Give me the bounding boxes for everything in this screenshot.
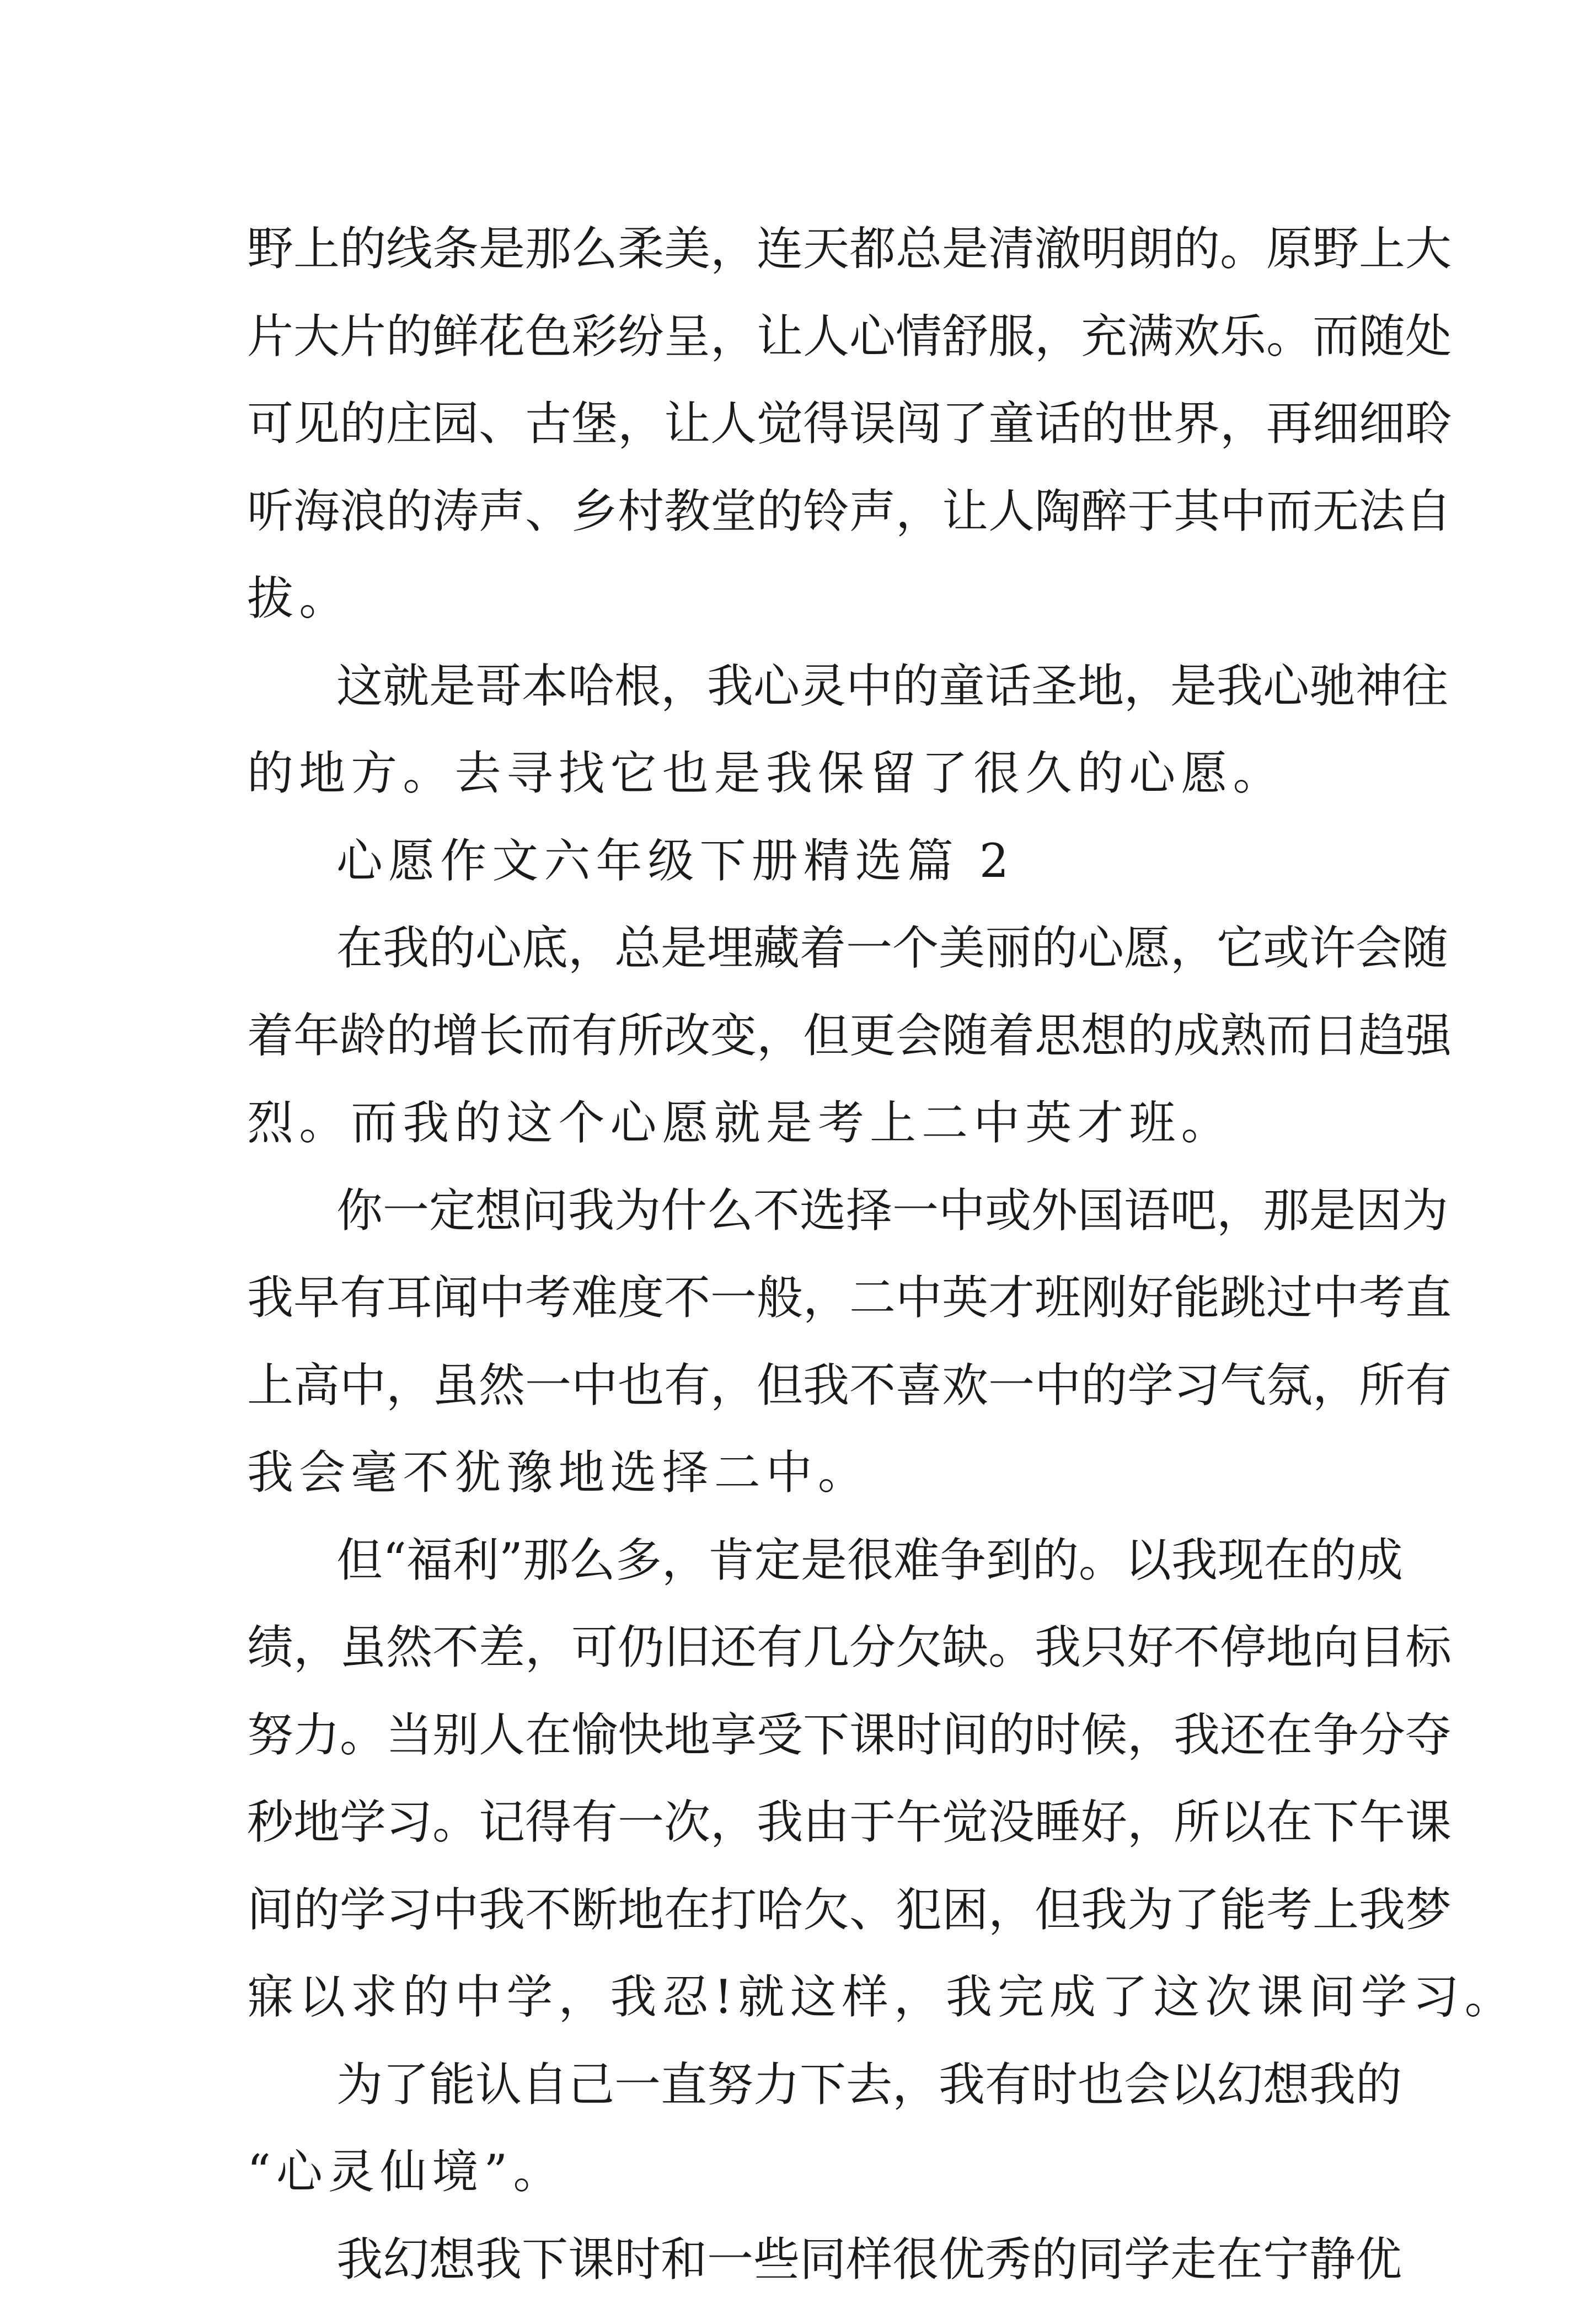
text-line: “心灵仙境”。	[247, 2128, 1368, 2216]
text-line: 听海浪的涛声、乡村教堂的铃声，让人陶醉于其中而无法自	[247, 468, 1368, 555]
paragraph-first-line: 在我的心底，总是埋藏着一个美丽的心愿，它或许会随	[247, 904, 1368, 992]
text-line: 野上的线条是那么柔美，连天都总是清澈明朗的。原野上大	[247, 205, 1368, 293]
text-line: 拔。	[247, 555, 1368, 642]
paragraph-first-line: 这就是哥本哈根，我心灵中的童话圣地，是我心驰神往	[247, 642, 1368, 730]
document-body	[247, 205, 1368, 2303]
paragraph-first-line: 我幻想我下课时和一些同样很优秀的同学走在宁静优	[247, 2216, 1368, 2303]
text-line: 秒地学习。记得有一次，我由于午觉没睡好，所以在下午课	[247, 1779, 1368, 1866]
text-line: 着年龄的增长而有所改变，但更会随着思想的成熟而日趋强	[247, 992, 1368, 1080]
text-line: 的地方。去寻找它也是我保留了很久的心愿。	[247, 730, 1368, 817]
text-line: 我早有耳闻中考难度不一般，二中英才班刚好能跳过中考直	[247, 1254, 1368, 1342]
paragraph-first-line: 但“福利”那么多，肯定是很难争到的。以我现在的成	[247, 1517, 1368, 1604]
text-line: 可见的庄园、古堡，让人觉得误闯了童话的世界，再细细聆	[247, 380, 1368, 468]
paragraph-first-line: 你一定想问我为什么不选择一中或外国语吧，那是因为	[247, 1167, 1368, 1255]
text-line: 努力。当别人在愉快地享受下课时间的时候，我还在争分夺	[247, 1691, 1368, 1779]
paragraph-first-line: 为了能认自己一直努力下去，我有时也会以幻想我的	[247, 2041, 1368, 2129]
text-line: 我会毫不犹豫地选择二中。	[247, 1429, 1368, 1517]
text-line: 烈。而我的这个心愿就是考上二中英才班。	[247, 1079, 1368, 1167]
text-line: 上高中，虽然一中也有，但我不喜欢一中的学习气氛，所有	[247, 1342, 1368, 1429]
section-heading: 心愿作文六年级下册精选篇 2	[247, 817, 1368, 905]
text-line: 寐以求的中学，我忍!就这样，我完成了这次课间学习。	[247, 1953, 1368, 2041]
text-line: 片大片的鲜花色彩纷呈，让人心情舒服，充满欢乐。而随处	[247, 293, 1368, 381]
text-line: 绩，虽然不差，可仍旧还有几分欠缺。我只好不停地向目标	[247, 1604, 1368, 1691]
text-line: 间的学习中我不断地在打哈欠、犯困，但我为了能考上我梦	[247, 1866, 1368, 1954]
